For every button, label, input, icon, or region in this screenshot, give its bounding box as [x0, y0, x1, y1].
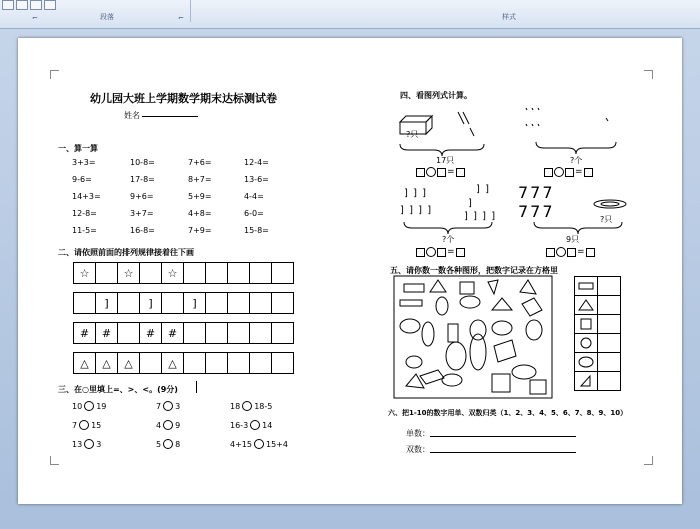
pattern-cell[interactable] — [205, 352, 228, 374]
format-icon[interactable] — [16, 0, 28, 10]
operator-circle[interactable] — [426, 167, 436, 177]
operator-circle[interactable] — [426, 247, 436, 257]
mark-icon — [526, 108, 608, 126]
left-operand: 13 — [72, 439, 83, 449]
pattern-cell[interactable] — [249, 322, 272, 344]
exercise: 12-8= — [72, 209, 97, 218]
answer-box[interactable] — [437, 248, 446, 257]
comparison-item — [230, 401, 272, 411]
q4-equation-row — [546, 247, 595, 257]
operator-circle[interactable] — [556, 247, 566, 257]
exercise: 7+9= — [188, 226, 212, 235]
compare-circle[interactable] — [254, 439, 264, 449]
crop-mark — [50, 70, 59, 79]
left-operand: 10 — [72, 401, 83, 411]
tally-cell — [574, 371, 598, 391]
right-operand: 8 — [175, 439, 181, 449]
tally-cell[interactable] — [597, 371, 621, 391]
equals-sign: = — [447, 167, 455, 177]
q1-equation-row — [416, 167, 465, 177]
exercise: 11-5= — [72, 226, 97, 235]
right-operand: 14 — [262, 420, 273, 430]
q4-box-label: ?只 — [600, 215, 613, 224]
pattern-cell[interactable] — [205, 322, 228, 344]
bracket-group: ] ] ] ] — [400, 205, 433, 216]
answer-box[interactable] — [456, 168, 465, 177]
pattern-cell[interactable] — [117, 292, 140, 314]
ribbon-icons — [2, 0, 56, 10]
pattern-cell[interactable]: △ — [95, 352, 118, 374]
ellipse-shape-icon — [578, 356, 594, 368]
right-operand: 15 — [91, 420, 102, 430]
q3-total-label: ?个 — [442, 235, 455, 244]
exercise: 3+3= — [72, 158, 96, 167]
pattern-cell[interactable]: ☆ — [73, 262, 96, 284]
pattern-cell[interactable] — [73, 292, 96, 314]
pattern-grid — [74, 352, 294, 374]
q2-equation-row — [544, 167, 593, 177]
q3-equation-row — [416, 247, 465, 257]
pattern-cell[interactable] — [249, 292, 272, 314]
answer-box[interactable] — [586, 248, 595, 257]
right-operand: 19 — [96, 401, 107, 411]
compare-circle[interactable] — [84, 401, 94, 411]
dialog-launcher-icon[interactable]: ⌐ — [178, 14, 184, 22]
pattern-cell[interactable]: ☆ — [161, 262, 184, 284]
tally-cell — [574, 352, 598, 372]
odd-answer-line[interactable] — [430, 436, 576, 437]
exercise: 14+3= — [72, 192, 101, 201]
q4-total-label: 9只 — [566, 235, 580, 244]
comparison-item — [156, 420, 180, 430]
equals-sign: = — [577, 247, 585, 257]
pattern-cell[interactable] — [205, 262, 228, 284]
rect-shape-icon — [578, 280, 594, 292]
pattern-cell[interactable] — [183, 262, 206, 284]
pattern-cell[interactable]: # — [95, 322, 118, 344]
odd-label: 单数： — [406, 429, 430, 438]
sticks-icon — [458, 112, 474, 136]
tally-cell — [574, 314, 598, 334]
pattern-cell[interactable]: ] — [183, 292, 206, 314]
exercise: 4-4= — [244, 192, 264, 201]
ribbon-separator — [190, 0, 191, 22]
comparison-item — [72, 439, 101, 449]
answer-box[interactable] — [584, 168, 593, 177]
left-operand: 5 — [156, 439, 162, 449]
pattern-cell[interactable] — [139, 262, 162, 284]
comparison-item — [230, 439, 288, 449]
section4-q1-picture — [398, 110, 518, 170]
tally-cell — [574, 333, 598, 353]
compare-circle[interactable] — [163, 439, 173, 449]
compare-circle[interactable] — [250, 420, 260, 430]
pattern-cell[interactable] — [139, 352, 162, 374]
pattern-cell[interactable]: # — [139, 322, 162, 344]
format-icon[interactable] — [2, 0, 14, 10]
tally-cell[interactable] — [597, 352, 621, 372]
answer-box[interactable] — [565, 168, 574, 177]
pattern-cell[interactable]: # — [161, 322, 184, 344]
exercise: 17-8= — [130, 175, 155, 184]
bracket-group: ] ] — [476, 184, 490, 195]
right-operand: 9 — [175, 420, 181, 430]
seven-glyphs: 777 — [518, 202, 555, 221]
exercise: 6-0= — [244, 209, 264, 218]
comparison-item — [72, 401, 106, 411]
answer-box[interactable] — [456, 248, 465, 257]
exercise: 16-8= — [130, 226, 155, 235]
pattern-cell[interactable]: ] — [139, 292, 162, 314]
pattern-cell[interactable] — [271, 322, 294, 344]
exercise: 10-8= — [130, 158, 155, 167]
rtri-shape-icon — [578, 375, 594, 387]
pattern-cell[interactable] — [117, 322, 140, 344]
comparison-item — [230, 420, 272, 430]
pattern-cell[interactable] — [161, 292, 184, 314]
pattern-cell[interactable] — [227, 262, 250, 284]
exercise: 12-4= — [244, 158, 269, 167]
pattern-cell[interactable] — [227, 322, 250, 344]
dialog-launcher-icon[interactable]: ⌐ — [32, 14, 38, 22]
pattern-cell[interactable] — [183, 352, 206, 374]
left-operand: 7 — [72, 420, 78, 430]
q1-total-label: 17只 — [436, 156, 455, 165]
tally-cell[interactable] — [597, 276, 621, 296]
tally-cell — [574, 295, 598, 315]
document-title: 幼儿园大班上学期数学期末达标测试卷 — [90, 92, 277, 105]
pattern-grid — [74, 262, 294, 284]
seven-glyphs: 777 — [518, 183, 555, 202]
crop-mark — [50, 456, 59, 465]
right-operand: 3 — [96, 439, 102, 449]
exercise: 7+6= — [188, 158, 212, 167]
answer-box[interactable] — [546, 248, 555, 257]
ribbon — [0, 0, 700, 29]
compare-circle[interactable] — [242, 401, 252, 411]
pattern-cell[interactable] — [227, 352, 250, 374]
q3-brace — [398, 222, 518, 236]
right-operand: 3 — [175, 401, 181, 411]
name-label: 姓名 — [124, 111, 140, 120]
compare-circle[interactable] — [84, 439, 94, 449]
pattern-cell[interactable] — [249, 352, 272, 374]
ribbon-group-paragraph: 段落 — [100, 13, 114, 21]
exercise: 9+6= — [130, 192, 154, 201]
circ-shape-icon — [578, 337, 594, 349]
pattern-cell[interactable] — [95, 262, 118, 284]
comparison-item — [72, 420, 101, 430]
equals-sign: = — [447, 247, 455, 257]
exercise: 3+7= — [130, 209, 154, 218]
section5-heading: 五、请你数一数各种图形，把数字记录在方格里 — [390, 266, 558, 275]
pattern-cell[interactable]: △ — [161, 352, 184, 374]
equals-sign: = — [575, 167, 583, 177]
q4-brace — [528, 222, 648, 236]
pattern-cell[interactable] — [249, 262, 272, 284]
even-answer-line[interactable] — [430, 452, 576, 453]
bracket-group: ] ] ] ] — [464, 211, 497, 222]
sq-shape-icon — [578, 318, 594, 330]
compare-circle[interactable] — [79, 420, 89, 430]
pattern-grid — [74, 292, 294, 314]
format-icon[interactable] — [44, 0, 56, 10]
exercise: 9-6= — [72, 175, 92, 184]
bracket-group: ] ] ] — [404, 188, 428, 199]
section6-heading: 六、把1-10的数字用单、双数归类（1、2、3、4、5、6、7、8、9、10） — [388, 409, 628, 417]
document-page[interactable] — [18, 38, 682, 504]
pattern-cell[interactable] — [205, 292, 228, 314]
exercise: 13-6= — [244, 175, 269, 184]
name-blank[interactable] — [142, 116, 198, 117]
answer-box[interactable] — [567, 248, 576, 257]
q2-total-label: ?个 — [570, 156, 583, 165]
exercise: 8+7= — [188, 175, 212, 184]
pattern-cell[interactable] — [271, 262, 294, 284]
format-icon[interactable] — [30, 0, 42, 10]
pattern-cell[interactable] — [271, 352, 294, 374]
section2-heading: 二、请依照前面的排列规律接着往下画 — [58, 248, 194, 257]
text-cursor — [196, 381, 197, 393]
pattern-cell[interactable]: △ — [73, 352, 96, 374]
left-operand: 7 — [156, 401, 162, 411]
crop-mark — [644, 70, 653, 79]
pattern-cell[interactable]: # — [73, 322, 96, 344]
pattern-cell[interactable] — [271, 292, 294, 314]
q1-box-label: ?只 — [406, 130, 419, 139]
left-operand: 18 — [230, 401, 241, 411]
exercise: 5+9= — [188, 192, 212, 201]
tally-cell[interactable] — [597, 333, 621, 353]
right-operand: 15+4 — [265, 439, 288, 449]
comparison-item — [156, 401, 180, 411]
comparison-item — [156, 439, 180, 449]
shapes-picture — [394, 276, 554, 400]
crop-mark — [644, 456, 653, 465]
section3-heading: 三、在○里填上=、>、<。(9分) — [58, 385, 178, 394]
compare-circle[interactable] — [163, 401, 173, 411]
pattern-grid — [74, 322, 294, 344]
exercise: 4+8= — [188, 209, 212, 218]
operator-circle[interactable] — [554, 167, 564, 177]
left-operand: 4+15 — [230, 439, 252, 449]
answer-box[interactable] — [416, 248, 425, 257]
answer-box[interactable] — [437, 168, 446, 177]
ribbon-group-styles: 样式 — [502, 13, 516, 21]
pattern-cell[interactable]: ☆ — [117, 262, 140, 284]
tally-cell[interactable] — [597, 314, 621, 334]
bracket-group: ] — [468, 198, 473, 209]
plate-icon — [592, 198, 632, 212]
tri-shape-icon — [578, 299, 594, 311]
pattern-cell[interactable] — [227, 292, 250, 314]
section4-heading: 四、看图列式计算。 — [400, 91, 472, 100]
section1-heading: 一、算一算 — [58, 144, 98, 153]
exercise: 15-8= — [244, 226, 269, 235]
left-operand: 16-3 — [230, 420, 249, 430]
tally-cell[interactable] — [597, 295, 621, 315]
pattern-cell[interactable]: △ — [117, 352, 140, 374]
pattern-cell[interactable] — [183, 322, 206, 344]
left-operand: 4 — [156, 420, 162, 430]
compare-circle[interactable] — [163, 420, 173, 430]
pattern-cell[interactable]: ] — [95, 292, 118, 314]
answer-box[interactable] — [544, 168, 553, 177]
even-label: 双数： — [406, 445, 430, 454]
answer-box[interactable] — [416, 168, 425, 177]
right-operand: 18-5 — [254, 401, 273, 411]
tally-cell — [574, 276, 598, 296]
